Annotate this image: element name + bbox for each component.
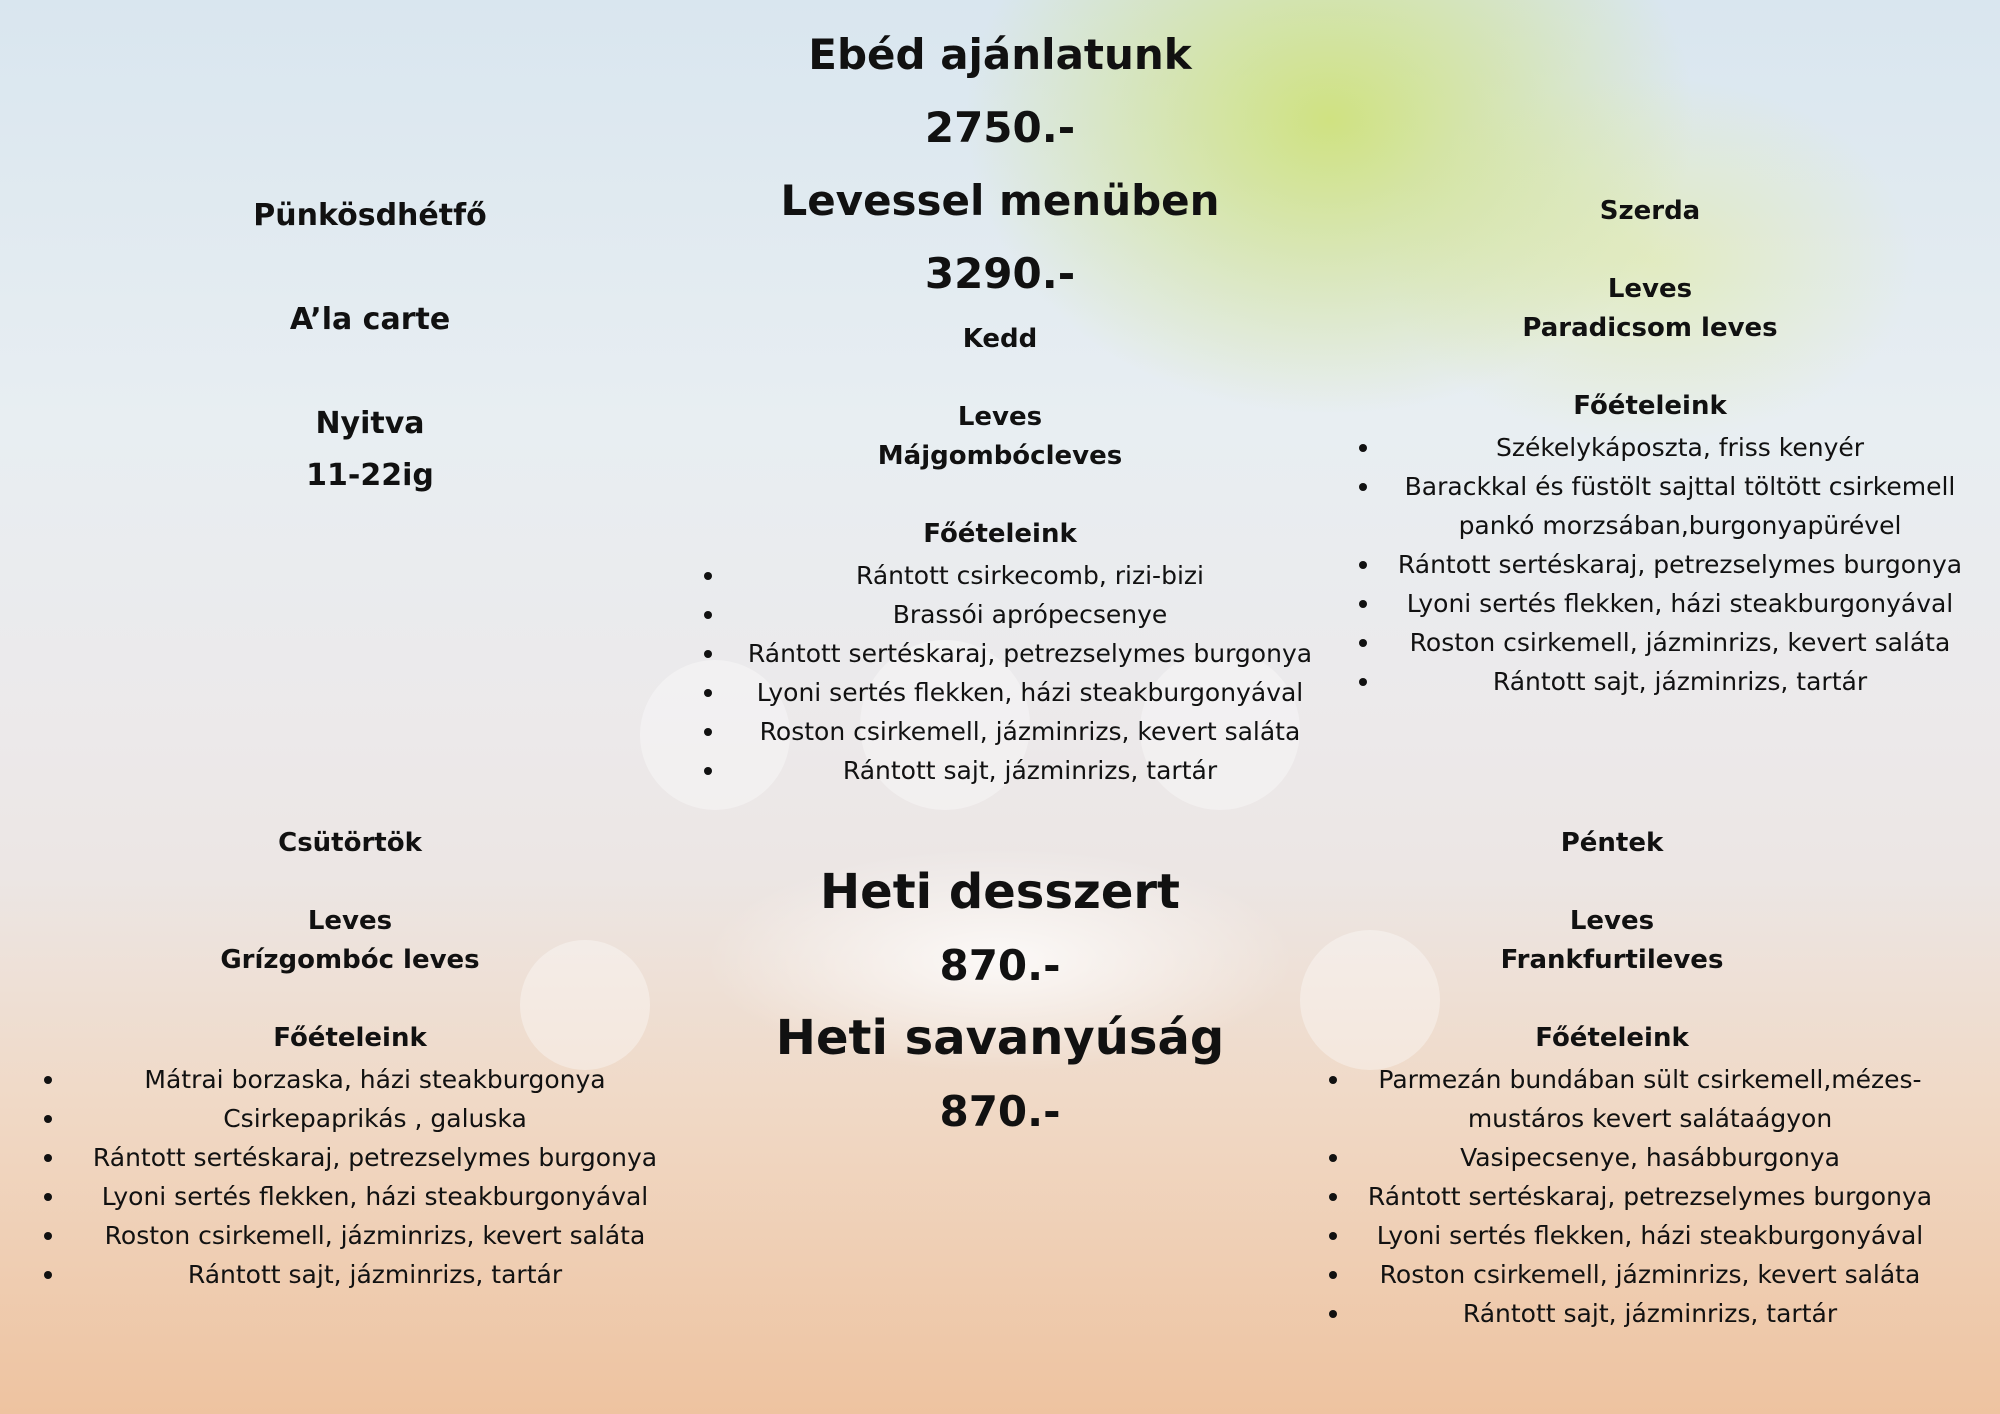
wednesday-soup: Paradicsom leves: [1522, 313, 1778, 343]
list-item: Roston csirkemell, jázminrizs, kevert saláta: [1355, 623, 1965, 662]
list-item: Brassói aprópecsenye: [700, 595, 1320, 634]
lunch-offer: [700, 18, 1300, 310]
wednesday-section: [1340, 192, 1960, 426]
list-item: Lyoni sertés flekken, házi steakburgonyával: [1355, 584, 1965, 623]
thursday-soup: Grízgombóc leves: [220, 945, 480, 975]
weekly-pickle-title: Heti savanyúság: [775, 1010, 1225, 1066]
lunch-offer-title: Ebéd ajánlatunk: [808, 30, 1192, 79]
list-item: Rántott sajt, jázminrizs, tartár: [40, 1255, 670, 1294]
weekly-specials: [700, 856, 1300, 1148]
wednesday-mains-label: Főételeink: [1573, 391, 1727, 421]
tuesday-soup: Májgombócleves: [877, 441, 1123, 471]
tuesday-section: [690, 320, 1310, 554]
wednesday-title: Szerda: [1599, 196, 1701, 226]
list-item: Lyoni sertés flekken, házi steakburgonyával: [700, 673, 1320, 712]
list-item: Rántott csirkecomb, rizi-bizi: [700, 556, 1320, 595]
list-item: Rántott sajt, jázminrizs, tartár: [700, 751, 1320, 790]
wednesday-soup-label: Leves: [1607, 274, 1693, 304]
thursday-title: Csütörtök: [278, 828, 422, 858]
soup-menu-label: Levessel menüben: [780, 176, 1220, 225]
friday-soup: Frankfurtileves: [1500, 945, 1724, 975]
friday-section: [1312, 824, 1912, 1058]
list-item: Parmezán bundában sült csirkemell,mézes-mustáros kevert salátaágyon: [1325, 1060, 1935, 1138]
monday-section: [170, 190, 570, 502]
list-item: Mátrai borzaska, házi steakburgonya: [40, 1060, 670, 1099]
list-item: Roston csirkemell, jázminrizs, kevert saláta: [40, 1216, 670, 1255]
monday-title: Pünkösdhétfő: [253, 198, 487, 233]
thursday-mains-label: Főételeink: [273, 1023, 427, 1053]
soup-menu-price: 3290.-: [924, 249, 1076, 298]
list-item: Rántott sertéskaraj, petrezselymes burgonya: [700, 634, 1320, 673]
list-item: Rántott sajt, jázminrizs, tartár: [1355, 662, 1965, 701]
thursday-soup-label: Leves: [307, 906, 393, 936]
monday-open-hours: 11-22ig: [306, 458, 434, 493]
weekly-pickle-price: 870.-: [939, 1087, 1061, 1136]
weekly-dessert-title: Heti desszert: [820, 864, 1180, 920]
wednesday-mains-list: [1355, 428, 1965, 701]
list-item: Székelykáposzta, friss kenyér: [1355, 428, 1965, 467]
friday-soup-label: Leves: [1569, 906, 1655, 936]
list-item: Csirkepaprikás , galuska: [40, 1099, 670, 1138]
weekly-dessert-price: 870.-: [939, 941, 1061, 990]
list-item: Rántott sajt, jázminrizs, tartár: [1325, 1294, 1935, 1333]
friday-mains-label: Főételeink: [1535, 1023, 1689, 1053]
tuesday-soup-label: Leves: [957, 402, 1043, 432]
list-item: Roston csirkemell, jázminrizs, kevert saláta: [1325, 1255, 1935, 1294]
list-item: Rántott sertéskaraj, petrezselymes burgonya: [40, 1138, 670, 1177]
tuesday-title: Kedd: [962, 324, 1038, 354]
list-item: Vasipecsenye, hasábburgonya: [1325, 1138, 1935, 1177]
monday-open-label: Nyitva: [315, 406, 425, 441]
list-item: Roston csirkemell, jázminrizs, kevert saláta: [700, 712, 1320, 751]
list-item: Rántott sertéskaraj, petrezselymes burgonya: [1325, 1177, 1935, 1216]
list-item: Rántott sertéskaraj, petrezselymes burgonya: [1355, 545, 1965, 584]
tuesday-mains-label: Főételeink: [923, 519, 1077, 549]
friday-mains-list: [1325, 1060, 1935, 1333]
friday-title: Péntek: [1560, 828, 1664, 858]
monday-a-la-carte: A’la carte: [289, 302, 451, 337]
list-item: Lyoni sertés flekken, házi steakburgonyával: [40, 1177, 670, 1216]
thursday-mains-list: [40, 1060, 670, 1294]
list-item: Lyoni sertés flekken, házi steakburgonyával: [1325, 1216, 1935, 1255]
tuesday-mains-list: [700, 556, 1320, 790]
list-item: Barackkal és füstölt sajttal töltött csirkemell pankó morzsában,burgonyapürével: [1355, 467, 1965, 545]
thursday-section: [50, 824, 650, 1058]
lunch-offer-price: 2750.-: [924, 103, 1076, 152]
